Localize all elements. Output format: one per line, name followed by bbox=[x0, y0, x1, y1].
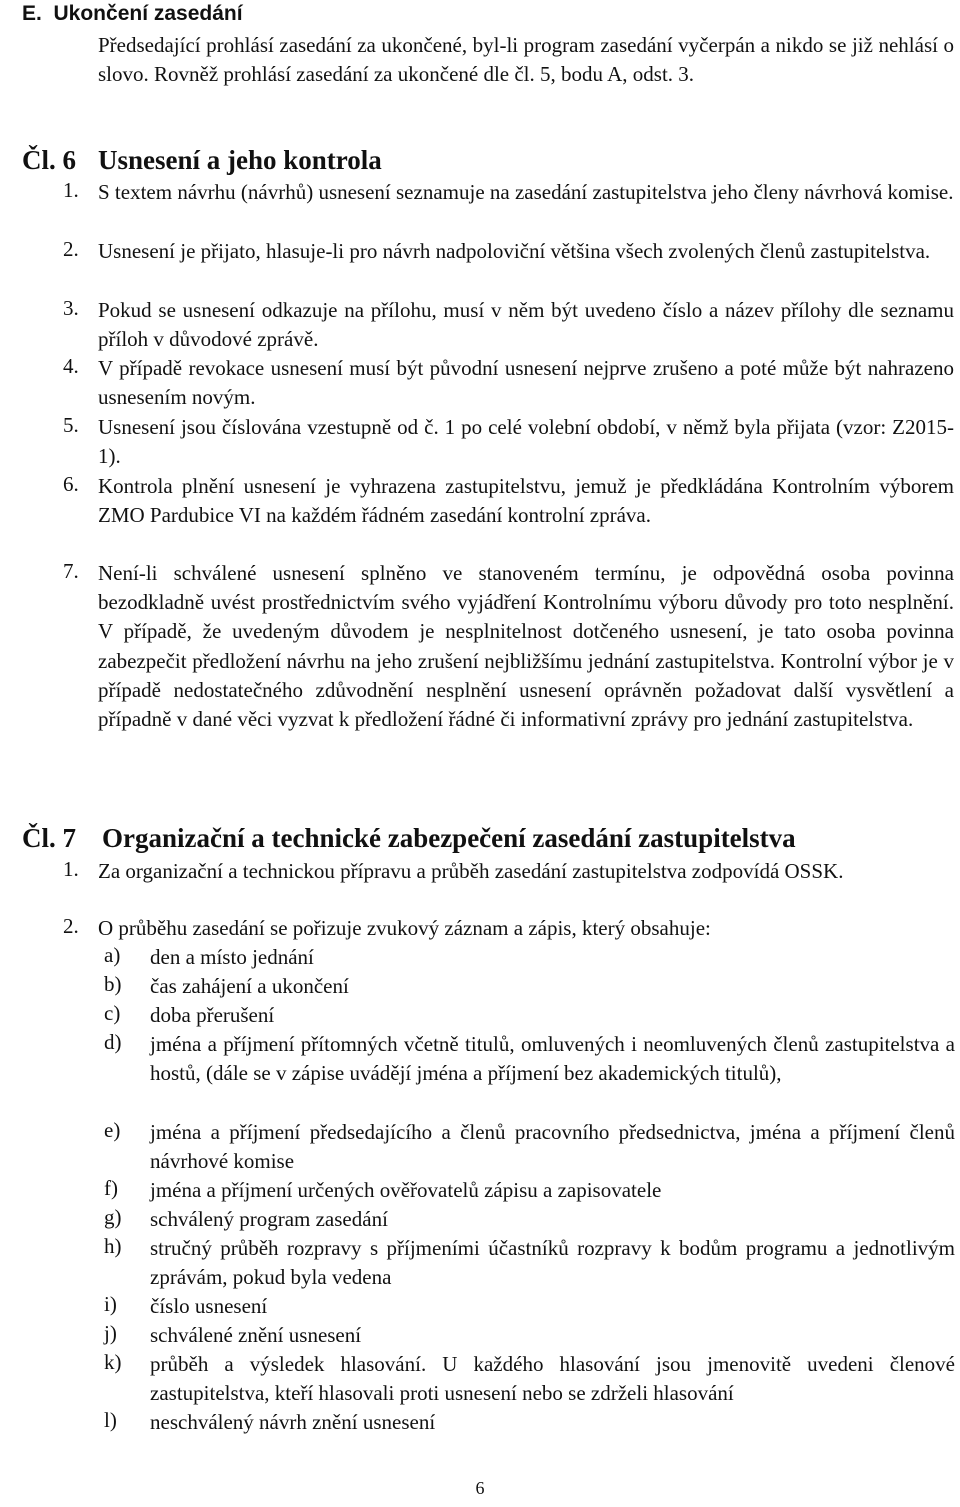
list-item-number: 1. bbox=[63, 857, 79, 881]
list-item-text: V případě revokace usnesení musí být původní usnesení nejprve zrušeno a poté může být nahrazeno usnesením novým. bbox=[98, 356, 954, 410]
list-item-number: 1. bbox=[63, 178, 79, 202]
list-item-letter: k) bbox=[104, 1350, 122, 1374]
list-item-text: Usnesení je přijato, hlasuje-li pro návrh nadpoloviční většina všech zvolených členů zastupitelstva. bbox=[98, 239, 931, 263]
list-item-text: číslo usnesení bbox=[150, 1294, 268, 1318]
list-item-number: 5. bbox=[63, 413, 79, 437]
list-item-text: O průběhu zasedání se pořizuje zvukový záznam a zápis, který obsahuje: bbox=[98, 916, 711, 940]
article-7-heading bbox=[22, 823, 796, 854]
list-item-text: S textem návrhu (návrhů) usnesení seznamuje na zasedání zastupitelstva jeho členy návrhová komise. bbox=[98, 180, 954, 204]
list-item-text: den a místo jednání bbox=[150, 945, 314, 969]
list-item-text: jména a příjmení přítomných včetně titulů, omluvených i neomluvených členů zastupitelstva a hostů, (dále se v zápise uvádějí jména a příjmení bez akademických titulů), bbox=[150, 1032, 955, 1085]
article-7-title: Organizační a technické zabezpečení zasedání zastupitelstva bbox=[102, 823, 796, 853]
list-item-letter: c) bbox=[104, 1001, 121, 1025]
list-item-text: Kontrola plnění usnesení je vyhrazena zastupitelstvu, jemuž je předkládána Kontrolním výborem ZMO Pardubice VI na každém řádném zasedání kontrolní zpráva. bbox=[98, 474, 954, 528]
page-number: 6 bbox=[475, 1478, 485, 1498]
list-item-text: Není-li schválené usnesení splněno ve stanoveném termínu, je odpovědná osoba povinna bezodkladně uvést prostřednictvím svého vyjádření Kontrolnímu výboru důvody pro toto nesplnění. V případě, že uvedeným důvodem je nesplnitelnost dotčeného usnesení, je tato osoba povinna zabezpečit předložení návrhu na jeho zrušení nejbližšímu jednání zastupitelstva. Kontrolní výbor je v případě nedostatečného zdůvodnění nesplnění usnesení oprávněn požadovat další vysvětlení a případně v dané věci vyzvat k předložení řádné či informativní zprávy pro jednání zastupitelstva. bbox=[98, 561, 954, 732]
article-6-number: Čl. 6 bbox=[22, 145, 76, 175]
list-item-letter: f) bbox=[104, 1176, 118, 1200]
list-item-text: jména a příjmení předsedajícího a členů pracovního předsednictva, jména a příjmení členů návrhové komise bbox=[150, 1120, 955, 1173]
list-item-text: doba přerušení bbox=[150, 1003, 275, 1027]
list-item-text: čas zahájení a ukončení bbox=[150, 974, 349, 998]
list-item-text: Pokud se usnesení odkazuje na přílohu, musí v něm být uvedeno číslo a název přílohy dle seznamu příloh v důvodové zprávě. bbox=[98, 298, 954, 352]
list-item-text: schválený program zasedání bbox=[150, 1207, 388, 1231]
list-item-letter: h) bbox=[104, 1234, 122, 1258]
list-item-letter: g) bbox=[104, 1205, 122, 1229]
list-item-letter: l) bbox=[104, 1408, 117, 1432]
section-e-title: E. Ukončení zasedání bbox=[22, 2, 243, 25]
list-item-letter: i) bbox=[104, 1292, 117, 1316]
list-item-text: stručný průběh rozpravy s příjmeními účastníků rozpravy k bodům programu a jednotlivým zprávám, pokud byla vedena bbox=[150, 1236, 955, 1289]
list-item-number: 4. bbox=[63, 354, 79, 378]
list-item-number: 3. bbox=[63, 296, 79, 320]
list-item-letter: j) bbox=[104, 1321, 117, 1345]
article-6-heading bbox=[22, 145, 382, 176]
list-item-number: 7. bbox=[63, 559, 79, 583]
list-item-letter: e) bbox=[104, 1118, 121, 1142]
section-e-body: Předsedající prohlásí zasedání za ukončené, byl-li program zasedání vyčerpán a nikdo se již nehlásí o slovo. Rovněž prohlásí zasedání za ukončené dle čl. 5, bodu A, odst. 3. bbox=[98, 33, 954, 86]
list-item-letter: a) bbox=[104, 943, 121, 967]
list-item-text: jména a příjmení určených ověřovatelů zápisu a zapisovatele bbox=[150, 1178, 662, 1202]
article-6-title: Usnesení a jeho kontrola bbox=[98, 145, 382, 175]
list-item-text: schválené znění usnesení bbox=[150, 1323, 362, 1347]
list-item-text: neschválený návrh znění usnesení bbox=[150, 1410, 436, 1434]
list-item-text: průběh a výsledek hlasování. U každého hlasování jsou jmenovitě uvedeni členové zastupitelstva, kteří hlasovali proti usnesení nebo se zdrželi hlasování bbox=[150, 1352, 955, 1405]
list-item-letter: d) bbox=[104, 1030, 122, 1054]
article-7-number: Čl. 7 bbox=[22, 823, 76, 853]
list-item-text: Za organizační a technickou přípravu a průběh zasedání zastupitelstva zodpovídá OSSK. bbox=[98, 859, 844, 883]
list-item-number: 2. bbox=[63, 237, 79, 261]
list-item-letter: b) bbox=[104, 972, 122, 996]
list-item-text: Usnesení jsou číslována vzestupně od č. 1 po celé volební období, v němž byla přijata (vzor: Z2015-1). bbox=[98, 415, 954, 469]
list-item-number: 2. bbox=[63, 914, 79, 938]
list-item-number: 6. bbox=[63, 472, 79, 496]
